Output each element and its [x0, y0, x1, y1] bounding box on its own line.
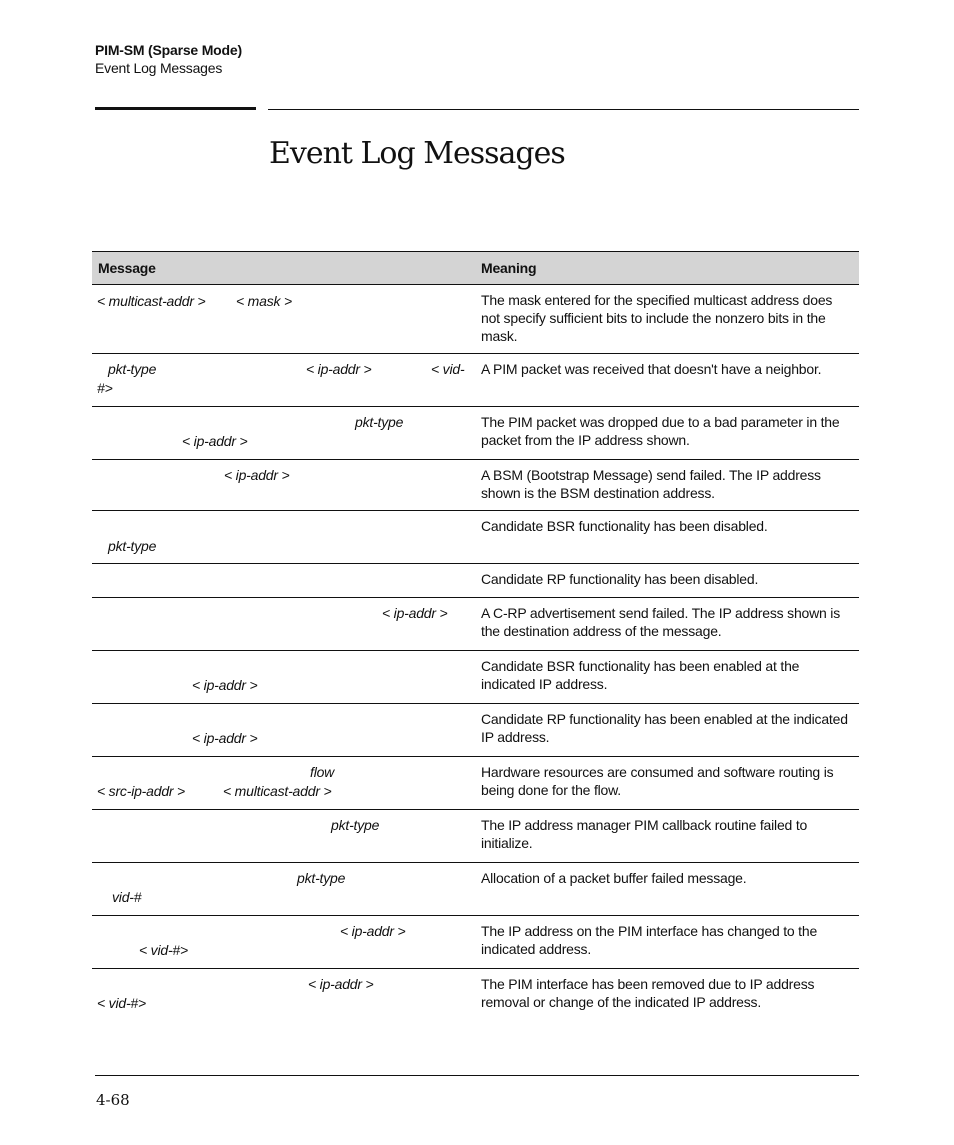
table-row: [92, 564, 859, 598]
message-cell: [92, 511, 475, 564]
table-header-row: [92, 252, 859, 285]
table-row: [92, 969, 859, 1022]
message-fragment: < multicast-addr >: [97, 293, 206, 309]
message-fragment: < ip-addr >: [340, 923, 406, 939]
message-cell: [92, 810, 475, 863]
message-cell: [92, 407, 475, 460]
meaning-cell: The PIM interface has been removed due to IP address removal or change of the indicated IP address.: [481, 976, 815, 1010]
message-fragment: pkt-type: [108, 361, 157, 377]
meaning-cell: Candidate BSR functionality has been disabled.: [475, 511, 859, 564]
header-rule-thin: [268, 109, 859, 110]
header-rule-thick: [95, 107, 256, 110]
message-fragment: < ip-addr >: [308, 976, 374, 992]
table-row: [92, 285, 859, 354]
message-cell: [92, 757, 475, 810]
message-fragment: #>: [97, 380, 113, 396]
message-fragment: < ip-addr >: [224, 467, 290, 483]
meaning-cell: A C-RP advertisement send failed. The IP address shown is the destination address of the message.: [475, 598, 859, 651]
table-row: [92, 651, 859, 704]
table-row: [92, 916, 859, 969]
table-row: [92, 757, 859, 810]
message-fragment: < vid-#>: [97, 995, 146, 1011]
meaning-cell: Candidate BSR functionality has been enabled at the indicated IP address.: [475, 651, 859, 704]
message-cell: [92, 969, 475, 1022]
message-fragment: < ip-addr >: [182, 433, 248, 449]
message-cell: [92, 564, 475, 598]
footer-rule: [95, 1075, 859, 1076]
message-fragment: pkt-type: [331, 817, 380, 833]
message-cell: [92, 704, 475, 757]
event-log-table: [92, 251, 859, 1021]
message-fragment: < vid-#>: [139, 942, 188, 958]
meaning-cell: The IP address manager PIM callback routine failed to initialize.: [475, 810, 859, 863]
message-fragment: pkt-type: [108, 538, 157, 554]
page-number: 4-68: [96, 1091, 130, 1109]
section-subtitle: Event Log Messages: [95, 60, 223, 76]
table-row: [92, 407, 859, 460]
column-header-meaning: Meaning: [475, 252, 859, 285]
meaning-cell: Allocation of a packet buffer failed message.: [475, 863, 859, 916]
message-cell: [92, 285, 475, 354]
page-title: Event Log Messages: [269, 136, 565, 171]
column-header-message: Message: [92, 252, 475, 285]
meaning-cell: The PIM packet was dropped due to a bad parameter in the packet from the IP address shown.: [475, 407, 859, 460]
meaning-cell: Candidate RP functionality has been enabled at the indicated IP address.: [475, 704, 859, 757]
message-cell: [92, 598, 475, 651]
message-cell: [92, 651, 475, 704]
message-fragment: flow: [310, 764, 335, 780]
message-fragment: < vid-: [431, 361, 465, 377]
message-fragment: pkt-type: [297, 870, 346, 886]
meaning-cell: A PIM packet was received that doesn't have a neighbor.: [475, 354, 859, 407]
message-fragment: vid-#: [112, 889, 142, 905]
message-fragment: < ip-addr >: [192, 730, 258, 746]
message-fragment: < ip-addr >: [192, 677, 258, 693]
table-row: [92, 704, 859, 757]
meaning-cell: The IP address on the PIM interface has changed to the indicated address.: [475, 916, 859, 969]
table-row: [92, 598, 859, 651]
message-fragment: < src-ip-addr >: [97, 783, 186, 799]
table-row: [92, 460, 859, 511]
message-fragment: < ip-addr >: [382, 605, 448, 621]
chapter-title: PIM-SM (Sparse Mode): [95, 42, 242, 58]
message-fragment: < multicast-addr >: [223, 783, 332, 799]
meaning-cell: A BSM (Bootstrap Message) send failed. The IP address shown is the BSM destination address.: [475, 460, 859, 511]
message-cell: [92, 460, 475, 511]
meaning-cell: Candidate RP functionality has been disabled.: [475, 564, 859, 598]
table-row: [92, 354, 859, 407]
message-cell: [92, 354, 475, 407]
meaning-cell: The mask entered for the specified multicast address does not specify sufficient bits to include the nonzero bits in the mask.: [475, 285, 859, 354]
table-row: [92, 863, 859, 916]
meaning-cell: Hardware resources are consumed and software routing is being done for the flow.: [475, 757, 859, 810]
message-fragment: < mask >: [236, 293, 292, 309]
message-cell: [92, 863, 475, 916]
message-cell: [92, 916, 475, 969]
message-fragment: < ip-addr >: [306, 361, 372, 377]
table-row: [92, 810, 859, 863]
message-fragment: pkt-type: [355, 414, 404, 430]
table-row: [92, 511, 859, 564]
